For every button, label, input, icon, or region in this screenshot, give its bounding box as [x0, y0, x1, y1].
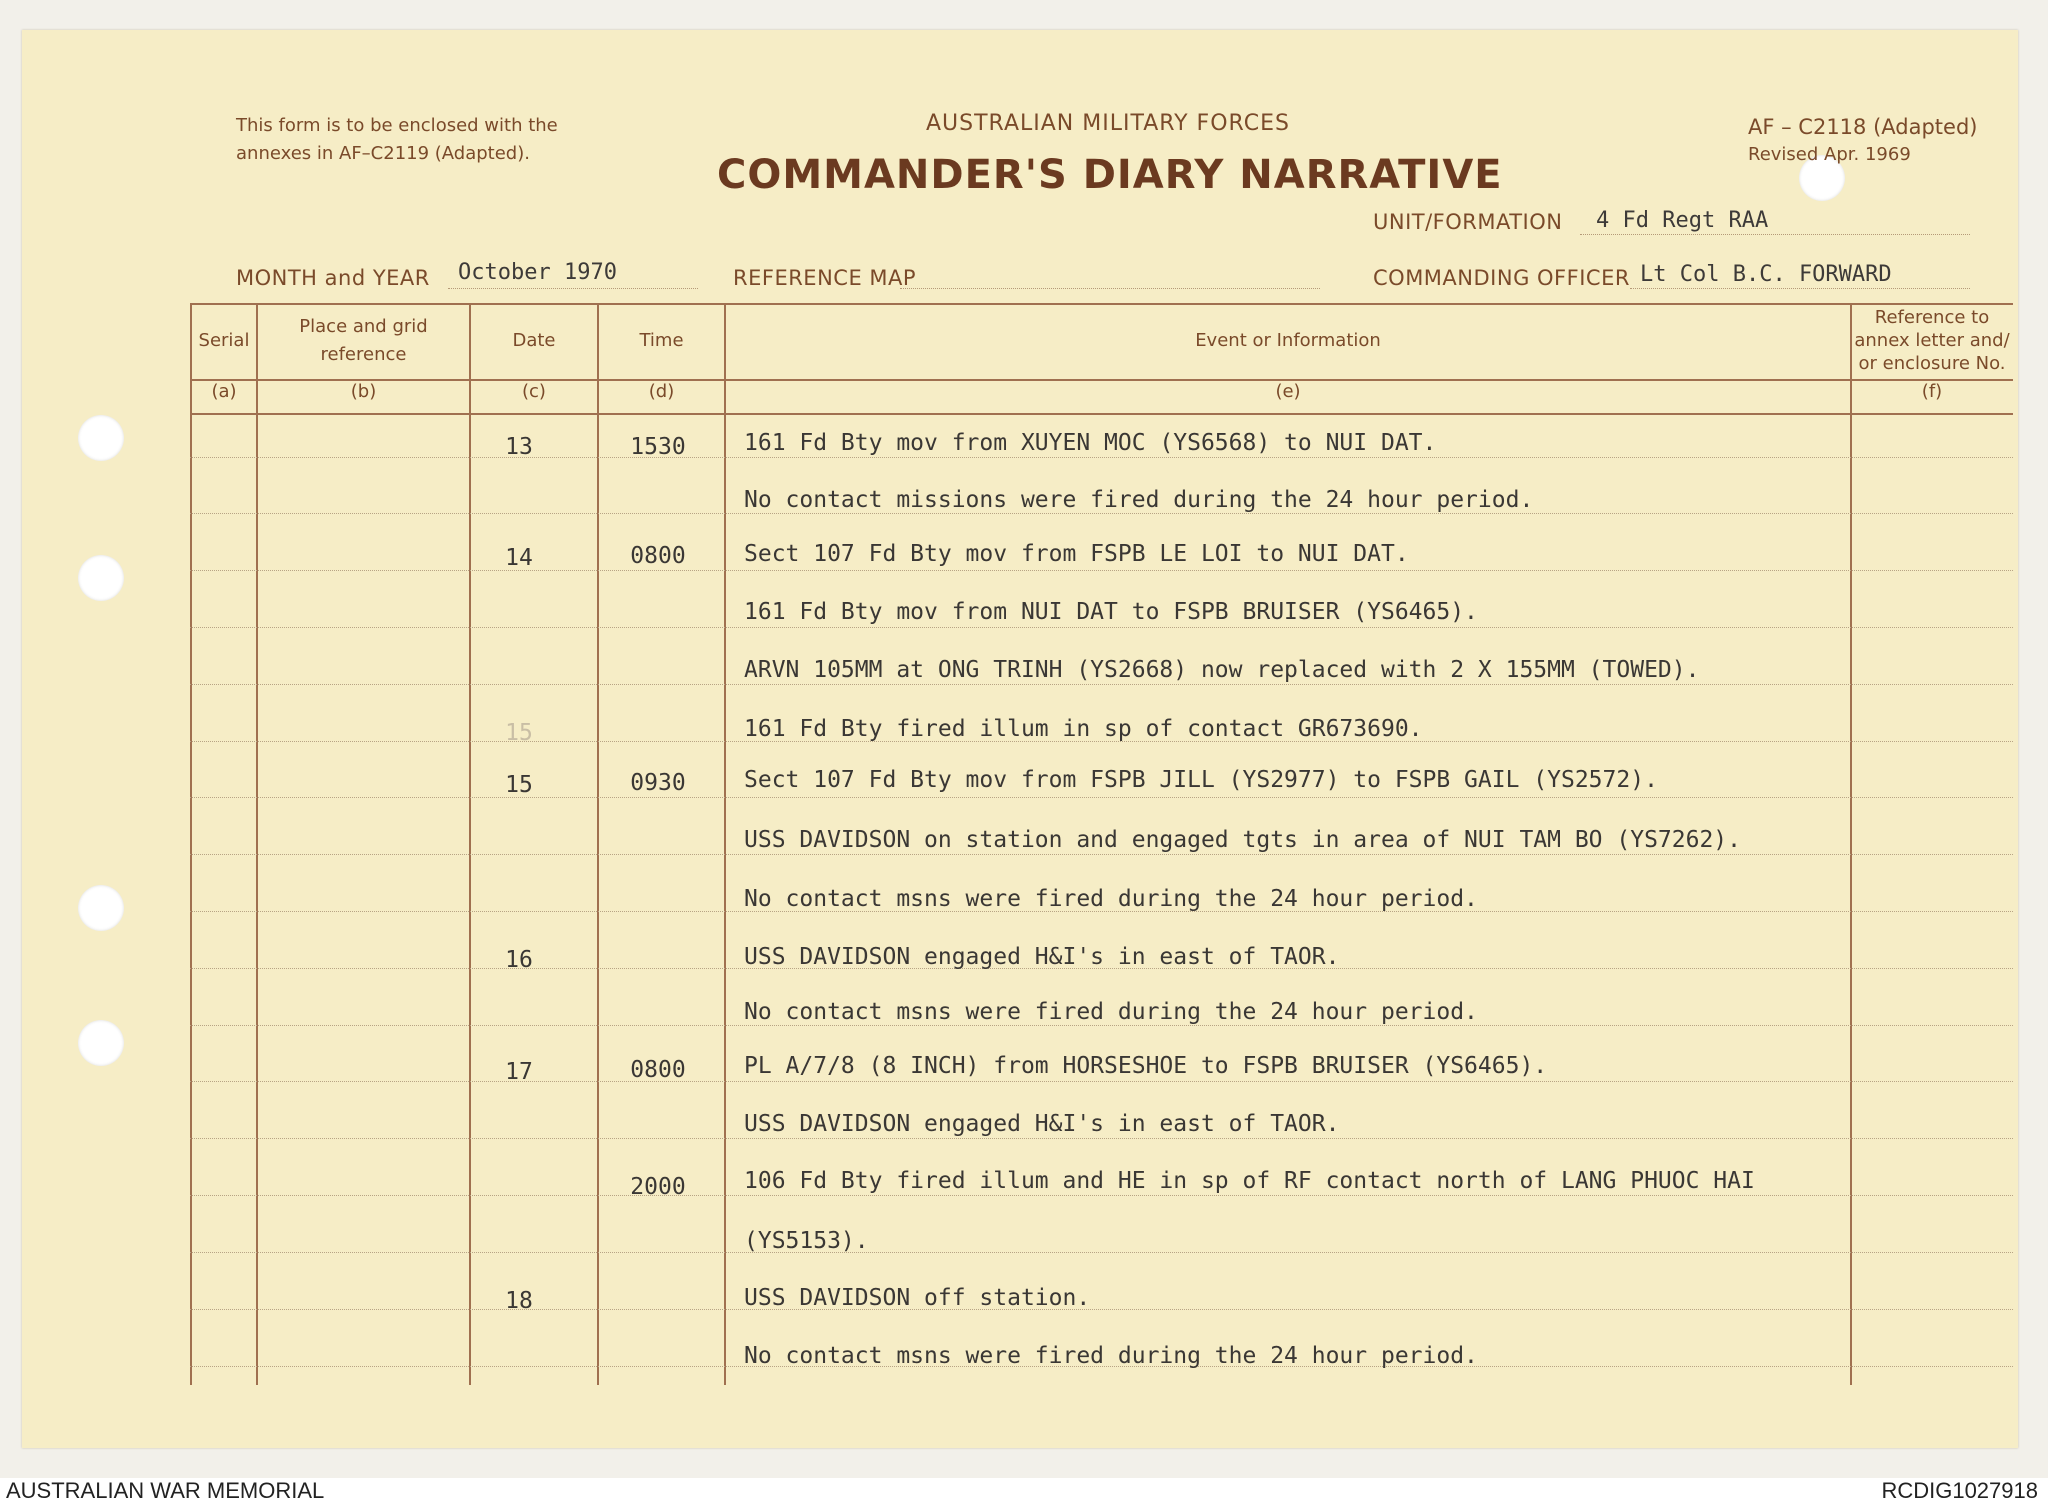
- column-letter-rule: [190, 413, 2013, 415]
- commanding-officer-value: Lt Col B.C. FORWARD: [1640, 262, 1892, 287]
- row-time: 2000: [630, 1174, 686, 1200]
- row-event: No contact msns were fired during the 24 hour period.: [744, 999, 1478, 1025]
- ruled-line: [190, 684, 2013, 685]
- reference-map-line: [900, 288, 1320, 289]
- column-header-reference-line2: annex letter and/: [1854, 330, 2010, 351]
- row-event: USS DAVIDSON on station and engaged tgts in area of NUI TAM BO (YS7262).: [744, 827, 1741, 853]
- month-year-label: MONTH and YEAR: [236, 266, 430, 290]
- commanding-officer-line: [1630, 288, 1970, 289]
- column-header-place-line2: reference: [320, 344, 407, 365]
- reference-map-label: REFERENCE MAP: [733, 266, 917, 290]
- column-header-place: [258, 313, 469, 369]
- ruled-line: [190, 1195, 2013, 1196]
- row-event: USS DAVIDSON engaged H&I's in east of TAOR.: [744, 1111, 1340, 1137]
- instruction-note-line2: annexes in AF–C2119 (Adapted).: [236, 143, 530, 164]
- row-event: No contact msns were fired during the 24 hour period.: [744, 886, 1478, 912]
- column-header-place-line1: Place and grid: [299, 316, 428, 337]
- commanding-officer-label: COMMANDING OFFICER: [1373, 266, 1630, 290]
- month-year-line: [448, 288, 698, 289]
- punch-hole: [78, 1020, 124, 1066]
- punch-hole: [78, 415, 124, 461]
- row-event: Sect 107 Fd Bty mov from FSPB JILL (YS2977) to FSPB GAIL (YS2572).: [744, 767, 1658, 793]
- unit-formation-value: 4 Fd Regt RAA: [1596, 208, 1769, 233]
- ruled-line: [190, 1252, 2013, 1253]
- punch-hole: [78, 885, 124, 931]
- row-event: USS DAVIDSON engaged H&I's in east of TAOR.: [744, 944, 1340, 970]
- row-date: 14: [505, 545, 533, 571]
- column-divider-time: [724, 303, 726, 1385]
- row-event: 106 Fd Bty fired illum and HE in sp of RF contact north of LANG PHUOC HAI: [744, 1168, 1755, 1194]
- form-revision: Revised Apr. 1969: [1748, 144, 1911, 165]
- ruled-line: [190, 513, 2013, 514]
- form-title: COMMANDER'S DIARY NARRATIVE: [717, 152, 1503, 198]
- row-time: 0800: [630, 1057, 686, 1083]
- ruled-line: [190, 1138, 2013, 1139]
- footer-archive-name: AUSTRALIAN WAR MEMORIAL: [6, 1478, 325, 1503]
- row-event: ARVN 105MM at ONG TRINH (YS2668) now replaced with 2 X 155MM (TOWED).: [744, 657, 1700, 683]
- row-event: Sect 107 Fd Bty mov from FSPB LE LOI to NUI DAT.: [744, 541, 1409, 567]
- instruction-note-line1: This form is to be enclosed with the: [236, 115, 558, 136]
- row-date: 15: [505, 720, 533, 746]
- column-header-reference-line3: or enclosure No.: [1858, 353, 2006, 374]
- column-letter-d: (d): [648, 381, 675, 402]
- column-letter-c: (c): [522, 381, 546, 402]
- column-divider-place: [469, 303, 471, 1385]
- table-left-border: [190, 303, 192, 1385]
- column-divider-serial: [256, 303, 258, 1385]
- column-divider-date: [597, 303, 599, 1385]
- row-time: 1530: [630, 434, 686, 460]
- column-header-reference-line1: Reference to: [1874, 307, 1990, 328]
- column-header-event: Event or Information: [1195, 330, 1381, 351]
- column-divider-event: [1850, 303, 1852, 1385]
- row-event: 161 Fd Bty fired illum in sp of contact GR673690.: [744, 716, 1423, 742]
- row-date: 13: [505, 434, 533, 460]
- unit-formation-label: UNIT/FORMATION: [1373, 210, 1563, 234]
- column-letter-b: (b): [350, 381, 377, 402]
- column-letter-a: (a): [211, 381, 237, 402]
- row-event: No contact missions were fired during the 24 hour period.: [744, 487, 1534, 513]
- column-header-reference: [1852, 306, 2012, 375]
- organization-name: AUSTRALIAN MILITARY FORCES: [926, 111, 1290, 136]
- row-event: No contact msns were fired during the 24 hour period.: [744, 1343, 1478, 1369]
- instruction-note: [236, 112, 558, 168]
- form-number: AF – C2118 (Adapted): [1748, 115, 1978, 139]
- ruled-line: [190, 627, 2013, 628]
- column-header-time: Time: [639, 330, 684, 351]
- row-event: PL A/7/8 (8 INCH) from HORSESHOE to FSPB BRUISER (YS6465).: [744, 1053, 1548, 1079]
- ruled-line: [190, 1025, 2013, 1026]
- row-time: 0800: [630, 543, 686, 569]
- ruled-line: [190, 854, 2013, 855]
- row-event: USS DAVIDSON off station.: [744, 1285, 1091, 1311]
- row-event: 161 Fd Bty mov from NUI DAT to FSPB BRUISER (YS6465).: [744, 599, 1478, 625]
- table-top-rule: [190, 303, 2013, 305]
- column-letter-f: (f): [1921, 381, 1943, 402]
- unit-formation-line: [1580, 234, 1970, 235]
- row-date: 18: [505, 1288, 533, 1314]
- column-letter-e: (e): [1275, 381, 1301, 402]
- footer-record-id: RCDIG1027918: [1881, 1478, 2038, 1503]
- row-event: 161 Fd Bty mov from XUYEN MOC (YS6568) to NUI DAT.: [744, 430, 1437, 456]
- row-date: 16: [505, 947, 533, 973]
- row-time: 0930: [630, 770, 686, 796]
- row-date: 15: [505, 772, 533, 798]
- row-date: 17: [505, 1059, 533, 1085]
- row-event: (YS5153).: [744, 1228, 869, 1254]
- column-header-date: Date: [512, 330, 556, 351]
- month-year-value: October 1970: [458, 260, 617, 285]
- column-header-serial: Serial: [198, 330, 250, 351]
- punch-hole: [78, 555, 124, 601]
